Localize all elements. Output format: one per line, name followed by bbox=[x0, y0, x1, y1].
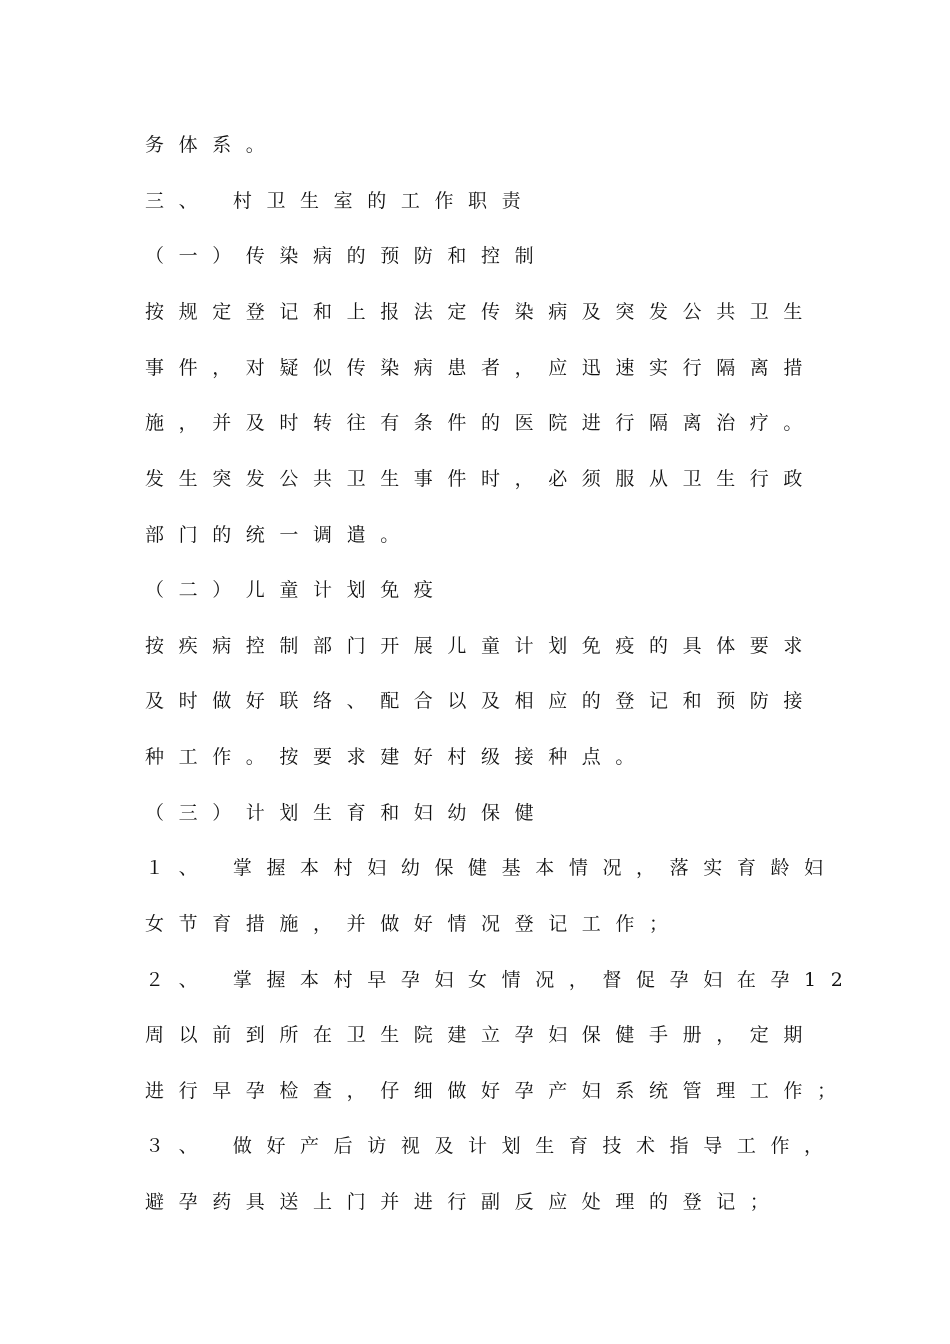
text-line: 周以前到所在卫生院建立孕妇保健手册，定期 bbox=[145, 1024, 818, 1046]
text-line: 部门的统一调遣。 bbox=[145, 524, 414, 546]
list-item: １、 掌握本村妇幼保健基本情况，落实育龄妇 bbox=[145, 857, 838, 879]
text-line: 事件，对疑似传染病患者，应迅速实行隔离措 bbox=[145, 357, 818, 379]
text-line: 进行早孕检查，仔细做好孕产妇系统管理工作； bbox=[145, 1080, 851, 1102]
subsection-heading: （二）儿童计划免疫 bbox=[145, 579, 448, 601]
text-line: 种工作。按要求建好村级接种点。 bbox=[145, 746, 650, 768]
text-line: 避孕药具送上门并进行副反应处理的登记； bbox=[145, 1191, 784, 1213]
text-line: 务体系。 bbox=[145, 134, 280, 156]
list-item: ２、 掌握本村早孕妇女情况，督促孕妇在孕12 bbox=[145, 969, 858, 991]
subsection-heading: （三）计划生育和妇幼保健 bbox=[145, 802, 549, 824]
subsection-heading: （一）传染病的预防和控制 bbox=[145, 245, 549, 267]
text-line: 发生突发公共卫生事件时，必须服从卫生行政 bbox=[145, 468, 818, 490]
text-line: 及时做好联络、配合以及相应的登记和预防接 bbox=[145, 690, 818, 712]
text-line: 按规定登记和上报法定传染病及突发公共卫生 bbox=[145, 301, 818, 323]
list-item: ３、 做好产后访视及计划生育技术指导工作， bbox=[145, 1135, 838, 1157]
section-heading: 三、 村卫生室的工作职责 bbox=[145, 190, 536, 212]
text-line: 女节育措施，并做好情况登记工作； bbox=[145, 913, 683, 935]
text-line: 按疾病控制部门开展儿童计划免疫的具体要求 bbox=[145, 635, 818, 657]
text-line: 施，并及时转往有条件的医院进行隔离治疗。 bbox=[145, 412, 818, 434]
